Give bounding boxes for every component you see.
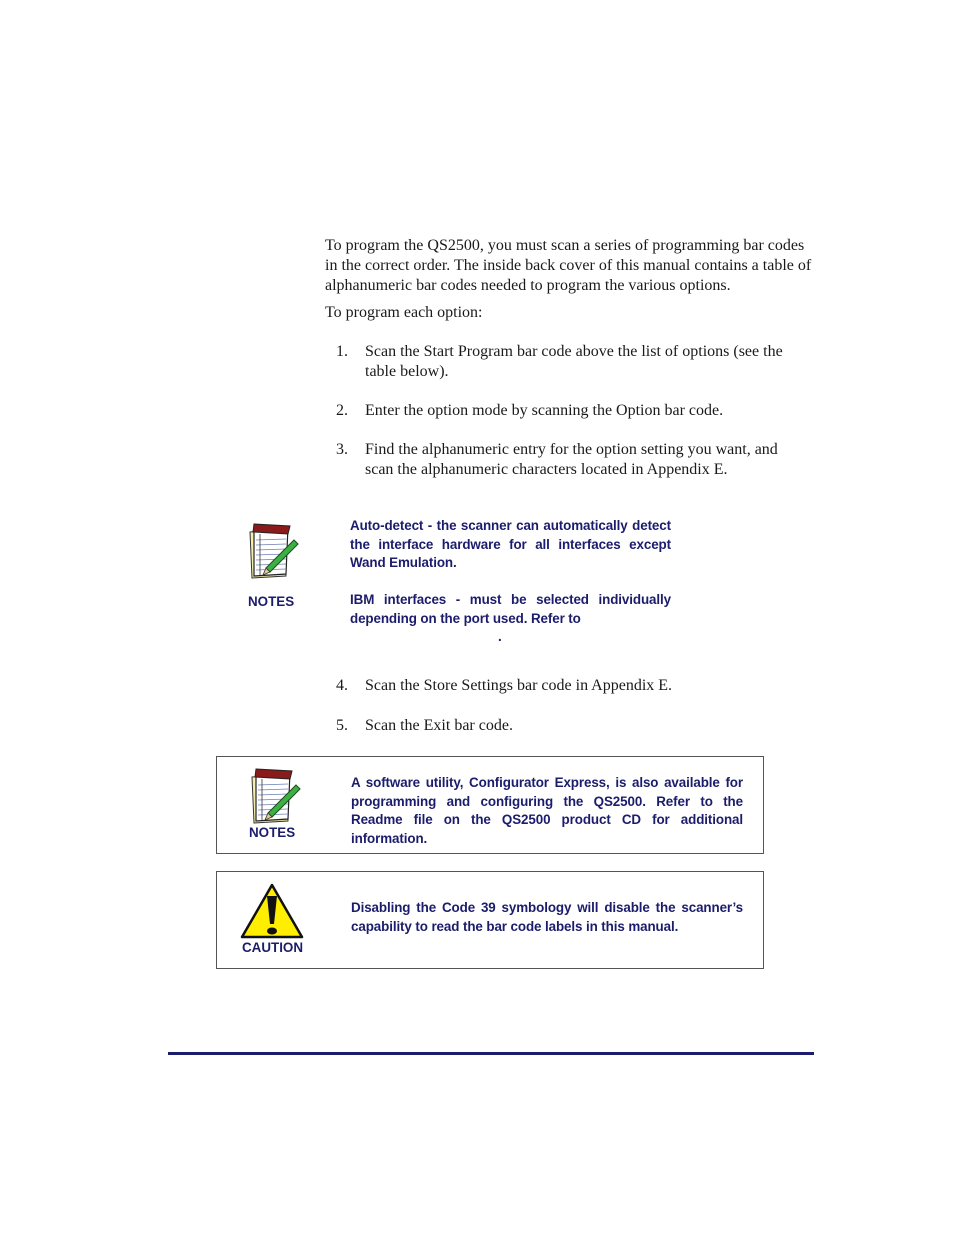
step-text: Enter the option mode by scanning the Option bar code. bbox=[365, 402, 724, 419]
step-text: Scan the Exit bar code. bbox=[365, 717, 513, 734]
step-text: Scan the Start Program bar code above the list of options (see the table below). bbox=[365, 343, 783, 380]
step-text: Find the alphanumeric entry for the option setting you want, and scan the alphanumeric characters located in Appendix E. bbox=[365, 441, 778, 478]
notes-box bbox=[216, 756, 764, 854]
notepad-pencil-icon bbox=[246, 767, 302, 825]
footer-rule bbox=[168, 1052, 814, 1055]
step-item bbox=[336, 676, 806, 696]
caution-label: CAUTION bbox=[242, 940, 303, 955]
notes-icon-2 bbox=[246, 767, 302, 825]
notes-label: NOTES bbox=[249, 825, 296, 840]
step-number: 2. bbox=[336, 402, 348, 419]
step-item bbox=[336, 342, 806, 382]
notes-icon-1 bbox=[244, 522, 300, 580]
caution-icon bbox=[239, 882, 305, 940]
intro-subheading: To program each option: bbox=[325, 304, 483, 321]
step-number: 4. bbox=[336, 677, 348, 694]
step-item bbox=[336, 716, 806, 736]
note-text: Auto-detect - the scanner can automatically detect the interface hardware for all interfaces except Wand Emulation. bbox=[350, 518, 671, 571]
notepad-pencil-icon bbox=[244, 522, 300, 580]
note-text-period: . bbox=[498, 629, 502, 644]
caution-text: Disabling the Code 39 symbology will disable the scanner’s capability to read the bar code labels in this manual. bbox=[351, 900, 743, 934]
intro-paragraph: To program the QS2500, you must scan a series of programming bar codes in the correct order. The inside back cover of this manual contains a table of alphanumeric bar codes needed to program the various options. bbox=[325, 237, 812, 294]
step-text: Scan the Store Settings bar code in Appendix E. bbox=[365, 677, 673, 694]
warning-triangle-icon bbox=[239, 882, 305, 940]
step-item bbox=[336, 440, 806, 480]
step-number: 3. bbox=[336, 441, 348, 458]
note-text: A software utility, Configurator Express, is also available for programming and configuring the QS2500. Refer to the Readme file on the QS2500 product CD for additional information. bbox=[351, 775, 743, 846]
note-text: IBM interfaces - must be selected individually depending on the port used. Refer to bbox=[350, 592, 671, 626]
caution-box bbox=[216, 871, 764, 969]
notes-label: NOTES bbox=[248, 594, 295, 609]
step-item bbox=[336, 401, 806, 421]
step-number: 5. bbox=[336, 717, 348, 734]
step-number: 1. bbox=[336, 343, 348, 360]
